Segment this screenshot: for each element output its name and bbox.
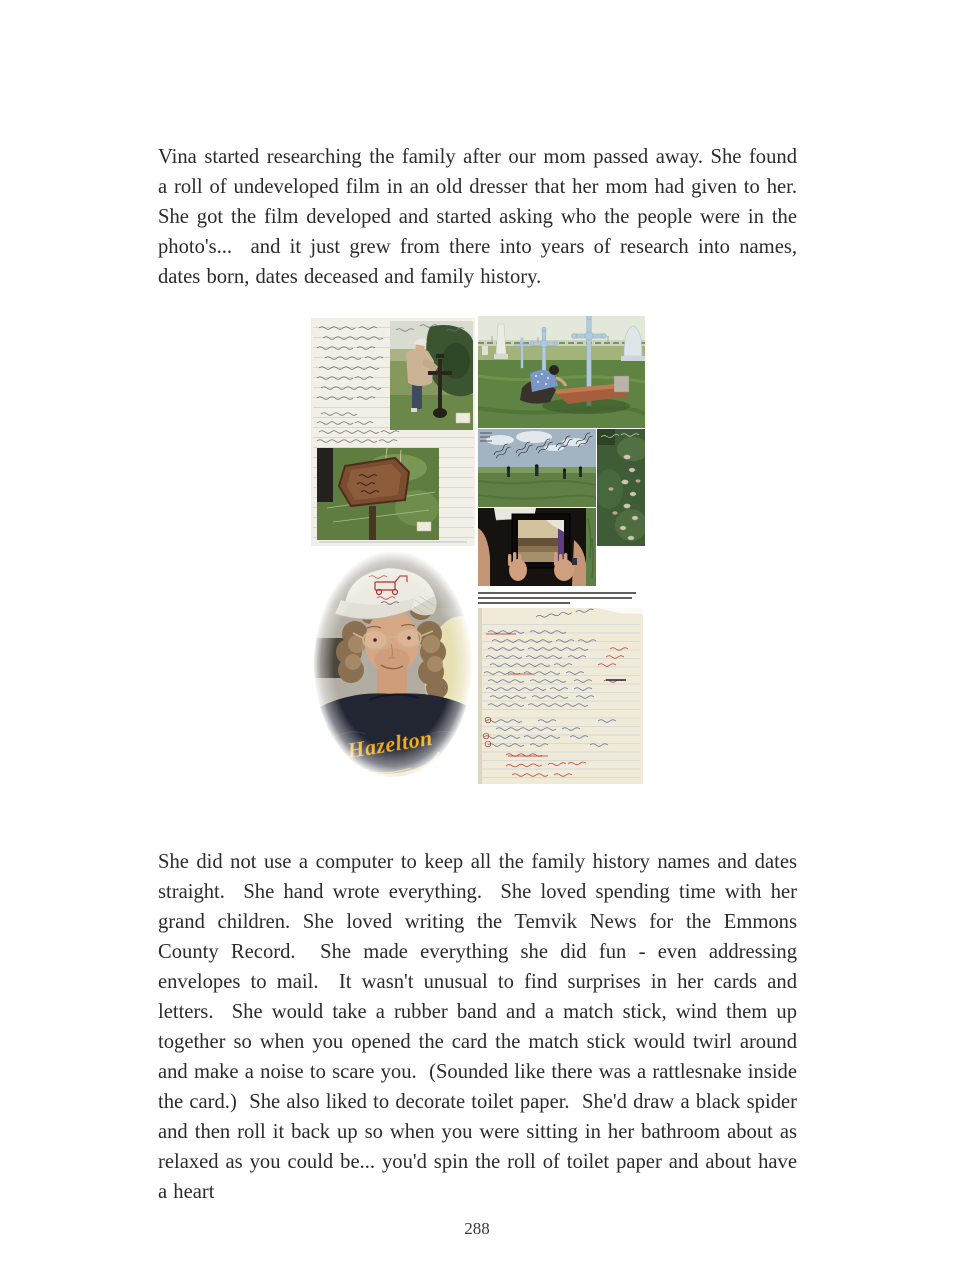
handwritten-ledger-page — [478, 608, 643, 784]
photo-grave-stones-field — [597, 429, 645, 546]
photo-field-annotated — [478, 429, 596, 507]
photo-woman-at-iron-cross — [390, 321, 473, 430]
photo-holding-framed-picture — [478, 508, 596, 586]
wrist-watch — [572, 558, 577, 565]
photo-collage — [311, 316, 645, 786]
photo-cemetery-crosses — [478, 316, 645, 428]
page-number: 288 — [464, 1219, 490, 1238]
scrapbook-page-photo — [311, 318, 475, 546]
paragraph-body: She did not use a computer to keep all the family history names and dates straight. She hand wrote everything. She loved spending time with her grand children. She loved writing the Temvik News for the Emmons County Record. She made everything she did fun - even addressing envelopes to mail. It wasn't unusual to find surprises in her cards and letters. She would take a rubber band and a match stick, wind them up together so when you opened the card the match stick would twirl around and make a noise to scare you. (Sounded like there was a rattlesnake inside the card.) She also liked to decorate toilet paper. She'd draw a black spider and then roll it back up so when you were sitting in her bathroom about as relaxed as you could be... you'd spin the roll of toilet paper and about have a heart — [158, 850, 804, 1203]
oval-portrait-photo — [311, 548, 475, 780]
photo-caption — [478, 589, 640, 607]
photo-rusted-plaque — [317, 448, 439, 540]
paragraph-intro: Vina started researching the family after our mom passed away. She found a roll of undeveloped film in an old dresser that her mom had given to her. She got the film developed and started asking who the people were in the photo's... and it just grew from there into years of research into names, dates born, dates deceased and family history. — [158, 145, 804, 288]
